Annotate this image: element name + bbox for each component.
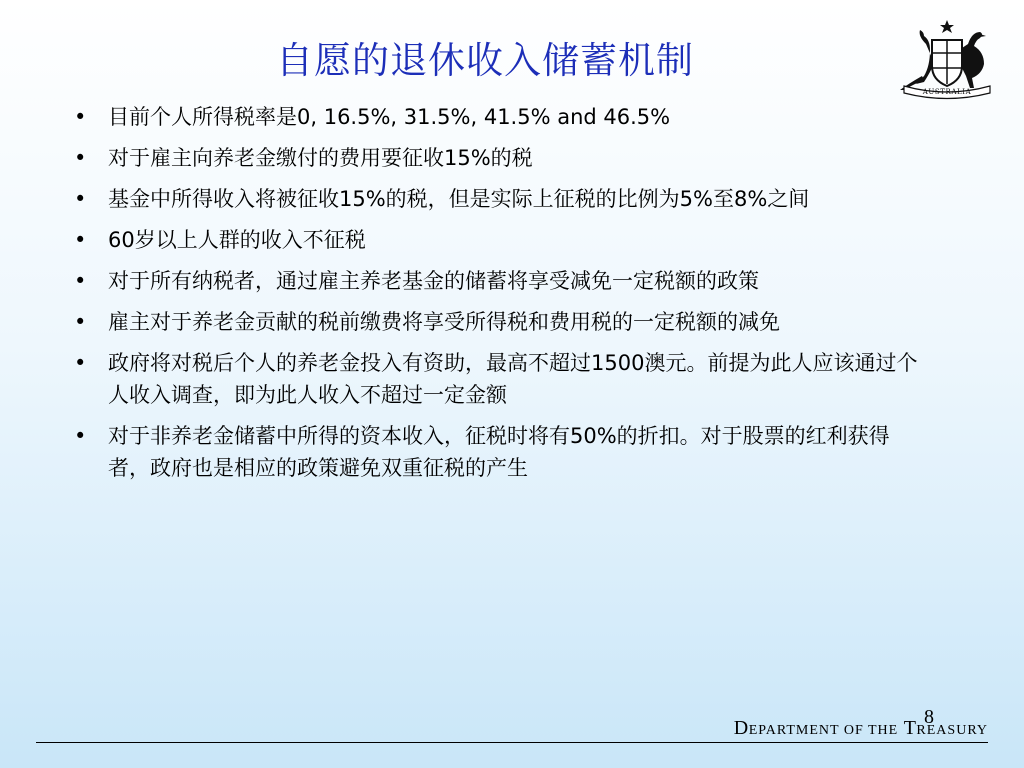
bullet-dot: •	[74, 187, 87, 211]
bullet-text: 对于非养老金储蓄中所得的资本收入，征税时将有50%的折扣。对于股票的红利获得者，政府也是相应的政策避免双重征税的产生	[108, 424, 890, 480]
footer-department-label	[734, 717, 988, 740]
page-number: 8	[924, 706, 934, 728]
bullet-dot: •	[74, 269, 87, 293]
footer-brand-middle: EPARTMENT OF THE	[748, 723, 899, 738]
slide-title: 自愿的退休收入储蓄机制	[276, 39, 694, 82]
bullet-dot: •	[74, 424, 87, 448]
bullet-list	[70, 101, 920, 493]
bullet-dot: •	[74, 105, 87, 129]
bullet-dot: •	[74, 351, 87, 375]
bullet-item	[70, 183, 920, 215]
footer-brand-initial-t: T	[903, 717, 917, 739]
bullet-item	[70, 265, 920, 297]
bullet-item	[70, 224, 920, 256]
bullet-item	[70, 142, 920, 174]
svg-text:AUSTRALIA: AUSTRALIA	[922, 88, 972, 96]
bullet-dot: •	[74, 228, 87, 252]
bullet-text: 政府将对税后个人的养老金投入有资助，最高不超过1500澳元。前提为此人应该通过个人收入调查，即为此人收入不超过一定金额	[108, 351, 918, 407]
bullet-text: 雇主对于养老金贡献的税前缴费将享受所得税和费用税的一定税额的减免	[108, 310, 780, 334]
bullet-dot: •	[74, 146, 87, 170]
bullet-text: 60岁以上人群的收入不征税	[108, 228, 366, 252]
bullet-item	[70, 420, 920, 484]
footer-brand-end: REASURY	[916, 723, 988, 738]
bullet-text: 对于所有纳税者，通过雇主养老基金的储蓄将享受减免一定税额的政策	[108, 269, 759, 293]
footer-divider	[36, 742, 988, 743]
coat-of-arms-icon	[894, 18, 1000, 100]
footer-brand-initial-d: D	[733, 717, 749, 739]
bullet-item	[70, 306, 920, 338]
bullet-text: 对于雇主向养老金缴付的费用要征收15%的税	[108, 146, 533, 170]
bullet-item	[70, 347, 920, 411]
bullet-text: 基金中所得收入将被征收15%的税，但是实际上征税的比例为5%至8%之间	[108, 187, 810, 211]
bullet-item	[70, 101, 920, 133]
bullet-text: 目前个人所得税率是0, 16.5%, 31.5%, 41.5% and 46.5%	[108, 105, 671, 129]
bullet-dot: •	[74, 310, 87, 334]
